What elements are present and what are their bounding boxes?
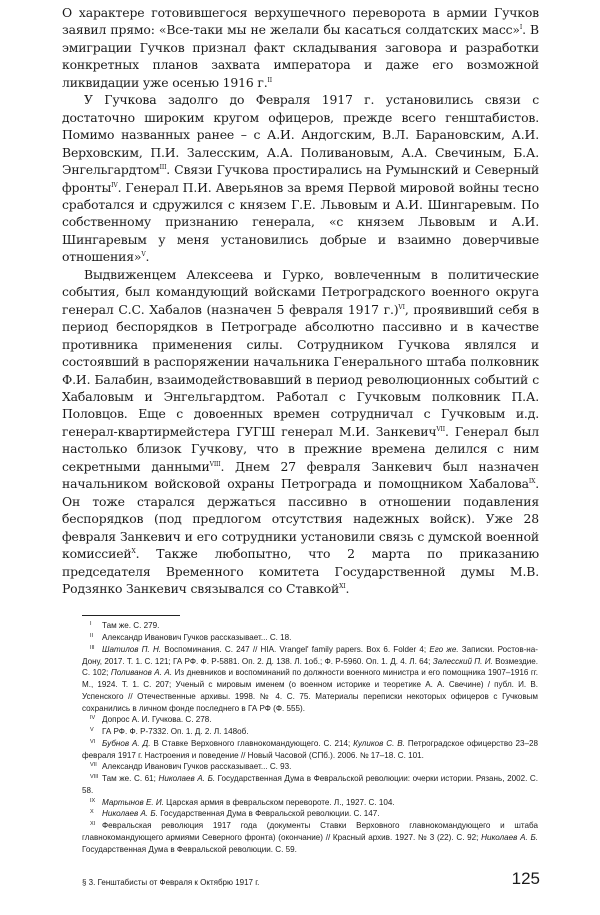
author-name: Его же. bbox=[429, 644, 459, 654]
footnote-reference: VII bbox=[436, 425, 445, 433]
footnote-reference: XI bbox=[339, 582, 346, 590]
text-run: В Ставке Верховного главнокомандующего. С. 214; bbox=[150, 738, 354, 748]
text-run: У Гучкова задолго до Февраля 1917 г. установились связи с достаточно широким кругом офицеров, прежде всего генштабистов. Помимо названных ранее – с А.И. Андогским, В.Л. Барановским, А.И. Верховским, П.И. Залесским, А.А. Поливановым, А.А. Свечиным, Б.А. Энгельгардтом bbox=[62, 92, 539, 178]
text-run: , проявивший себя в период беспорядков в Петрограде абсолютно пассивно и в качестве противника применения силы. Сотрудником Гучкова являлся и состоявший в распоряжении начальника Генерального штаба полковник Ф.И. Балабин, взаимодействовавший в период революционных событий с Хабаловым и Энгельгардтом. Работал с Гучковым полковник П.А. Половцов. Еще с довоенных времен сотрудничал с Гучковым и.д. генерал-квартирмейстера ГУГШ генерал М.И. Занкевич bbox=[62, 301, 539, 439]
footnote: X Николаев А. Б. Государственная Дума в Февральской революции. С. 147. bbox=[90, 809, 380, 819]
footnote: IX Мартынов Е. И. Царская армия в февральском перевороте. Л., 1927. С. 104. bbox=[90, 797, 395, 807]
text-run: Государственная Дума в Февральской революции: очерки истории. Рязань, 2002. С. 58. bbox=[82, 774, 538, 795]
footnote: V ГА РФ. Ф. Р-7332. Оп. 1. Д. 2. Л. 148об. bbox=[90, 727, 249, 737]
text-run: . Генерал был настолько близок Гучкову, что в прежние времена делился с ним секретными данными bbox=[62, 423, 539, 474]
footnote: VI Бубнов А. Д. В Ставке Верховного главнокомандующего. С. 214; Куликов С. В. Петроградское офицерство 23–28 февраля 1917 г. Настроения и поведение // Новый Часовой (СПб.). 2006. № 17–18. С. 101. bbox=[82, 738, 538, 760]
text-run: . bbox=[345, 580, 350, 596]
text-run: ГА РФ. Ф. Р-7332. Оп. 1. Д. 2. Л. 148об. bbox=[102, 727, 249, 737]
footnote: VIII Там же. С. 61; Николаев А. Б. Государственная Дума в Февральской революции: очерки истории. Рязань, 2002. С. 58. bbox=[82, 774, 538, 795]
footnotes bbox=[82, 620, 538, 855]
text-run: Воспоминания. С. 247 // HIA. Vrangel' family papers. Box 6. Folder 4; bbox=[161, 644, 430, 654]
footnote-reference: II bbox=[267, 76, 272, 84]
text-run: Государственная Дума в Февральской революции. С. 147. bbox=[157, 809, 380, 819]
footnote: XI Февральская революция 1917 года (документы Ставки Верховного главнокомандующего и штаба главнокомандующего армиями Северного фронта) (окончание) // Красный архив. 1927. № 3 (22). С. 92; Николаев А. Б. Государственная Дума в Февральской революции. С. 59. bbox=[82, 821, 538, 854]
text-run: . Связи Гучкова простирались на Румынский и Северный фронты bbox=[62, 162, 539, 195]
footnote: IV Допрос А. И. Гучкова. С. 278. bbox=[90, 715, 212, 725]
footnote-reference: V bbox=[141, 251, 146, 259]
footnote: VII Александр Иванович Гучков рассказывает... С. 93. bbox=[90, 762, 292, 772]
text-run: Возмездие. С. 102; bbox=[82, 656, 539, 678]
page-footer bbox=[82, 855, 540, 915]
text-run: Государственная Дума в Февральской революции. С. 59. bbox=[82, 844, 297, 854]
paragraph bbox=[62, 4, 539, 91]
paragraph bbox=[62, 91, 539, 266]
text-run: Александр Иванович Гучков рассказывает... С. 18. bbox=[102, 633, 292, 643]
text-run: . bbox=[145, 249, 150, 265]
footnote-reference: VI bbox=[398, 303, 405, 311]
text-run: . Также любопытно, что 2 марта по приказанию председателя Временного комитета Государственной думы М.В. Родзянко Занкевич связывался со Ставкой bbox=[62, 546, 539, 596]
author-name: Поливанов А. А. bbox=[110, 668, 173, 678]
footnote-reference: IV bbox=[111, 181, 118, 189]
footnote-reference: IX bbox=[528, 478, 536, 486]
text-run: Там же. С. 61; bbox=[102, 774, 159, 784]
footnote-reference: X bbox=[131, 548, 136, 556]
text-run: Царская армия в февральском перевороте. Л., 1927. С. 104. bbox=[163, 797, 395, 807]
author-name: Шатилов П. Н. bbox=[102, 644, 162, 654]
paragraph bbox=[62, 266, 539, 598]
text-run: . В эмиграции Гучков признал факт складывания заговора и разработки конкретных планов захвата императора и даже его возможной ликвидации уже осенью 1916 г. bbox=[62, 22, 539, 90]
text-run: Петроградское офицерство 23–28 февраля 1917 г. Настроения и поведение // Новый Часовой (СПб.). 2006. № 17–18. С. 101. bbox=[82, 738, 538, 760]
author-name: Куликов С. В. bbox=[353, 738, 405, 748]
text-run: Допрос А. И. Гучкова. С. 278. bbox=[102, 715, 212, 725]
author-name: Залесский П. И. bbox=[432, 656, 493, 666]
text-run: О характере готовившегося верхушечного переворота в армии Гучков заявил прямо: «Все-таки мы не желали бы касаться солдатских масс» bbox=[62, 5, 539, 38]
footnote: I Там же. С. 279. bbox=[90, 621, 160, 631]
footnote: II Александр Иванович Гучков рассказывает... С. 18. bbox=[90, 633, 292, 643]
text-run: . Он тоже старался держаться пассивно в отношении подавления беспорядков (под предлогом отсутствия надежных войск). Уже 28 февраля Занкевич и его сотрудники установили связь с думской военной комиссией bbox=[62, 476, 539, 562]
author-name: Бубнов А. Д. bbox=[102, 738, 151, 748]
text-run: Там же. С. 279. bbox=[102, 621, 160, 631]
main-text bbox=[62, 4, 539, 597]
author-name: Николаев А. Б. bbox=[158, 774, 216, 784]
page-number: 125 bbox=[511, 869, 540, 889]
author-name: Мартынов Е. И. bbox=[102, 797, 164, 807]
text-run: Записки. Ростов-на-Дону, 2017. Т. 1. С. 121; ГА РФ. Ф. Р-5881. Оп. 2. Д. 138. Л. 1об.; Ф. Р-5960. Оп. 1. Д. 4. Л. 64; bbox=[82, 644, 538, 666]
footnote-separator bbox=[82, 615, 180, 616]
text-run: Александр Иванович Гучков рассказывает... С. 93. bbox=[102, 762, 292, 772]
author-name: Николаев А. Б. bbox=[102, 809, 158, 819]
author-name: Николаев А. Б. bbox=[481, 832, 538, 842]
running-title: § 3. Генштабисты от Февраля к Октябрю 1917 г. bbox=[82, 878, 260, 888]
text-run: . Днем 27 февраля Занкевич был назначен начальником войсковой охраны Петрограда и помощником Хабалова bbox=[62, 458, 539, 492]
footnote: III Шатилов П. Н. Воспоминания. С. 247 // HIA. Vrangel' family papers. Box 6. Folder 4; Его же. Записки. Ростов-на-Дону, 2017. Т. 1. С. 121; ГА РФ. Ф. Р-5881. Оп. 2. Д. 138. Л. 1об.; Ф. Р-5960. Оп. 1. Д. 4. Л. 64; Залесский П. И. Возмездие. С. 102; Поливанов А. А. Из дневников и воспоминаний по должности военного министра и его помощника 1907–1916 гг. М., 1924. Т. 1. С. 207; Ученый с мировым именем (о военном историке и теоретике А. А. Свечине) / публ. И. В. Успенского // Отечественные архивы. 1998. № 4. С. 75. Материалы переписки некоторых офицеров с Гучковым сохранились в личном фонде последнего в ГА РФ (Ф. 555). bbox=[82, 644, 539, 713]
text-run: Из дневников и воспоминаний по должности военного министра и его помощника 1907–1916 гг. М., 1924. Т. 1. С. 207; Ученый с мировым именем (о военном историке и теоретике А. А. Свечине) / публ. И. В. Успенского // Отечественные архивы. 1998. № 4. С. 75. Материалы переписки некоторых офицеров с Гучковым сохранились в личном фонде последнего в ГА РФ (Ф. 555). bbox=[82, 668, 538, 713]
footnote-reference: III bbox=[159, 164, 167, 172]
text-run: . Генерал П.И. Аверьянов за время Первой мировой войны тесно сработался и сдружился с князем Г.Е. Львовым и А.И. Шингаревым. По собственному признанию генерала, «с князем Львовым и А.И. Шингаревым у меня установились добрые и взаимно доверчивые отношения» bbox=[62, 179, 539, 265]
text-run: Выдвиженцем Алексеева и Гурко, вовлеченным в политические события, был командующий войсками Петроградского военного округа генерал С.С. Хабалов (назначен 5 февраля 1917 г.) bbox=[62, 266, 539, 317]
footnote-reference: I bbox=[519, 24, 523, 32]
text-run: Февральская революция 1917 года (документы Ставки Верховного главнокомандующего и штаба главнокомандующего армиями Северного фронта) (окончание) // Красный архив. 1927. № 3 (22). С. 92; bbox=[82, 821, 538, 842]
footnote-reference: VIII bbox=[209, 460, 221, 468]
